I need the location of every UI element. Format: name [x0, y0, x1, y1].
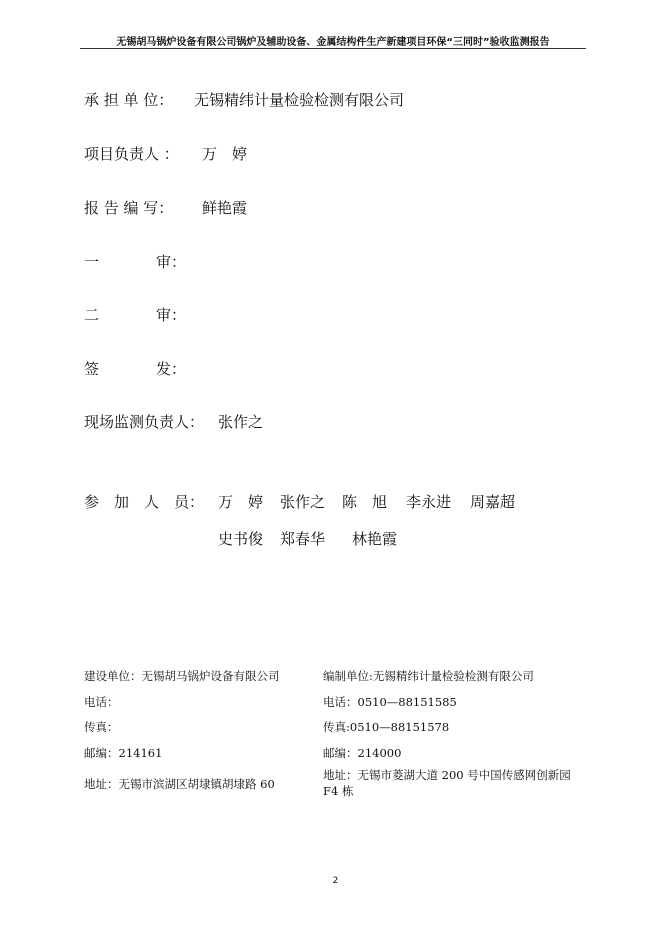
issuer-label-1: 签 [84, 360, 100, 378]
project-leader-value: 万 婷 [202, 145, 248, 163]
undertaking-unit-label: 承 担 单 位： [84, 91, 174, 109]
builder-address: 地址：无锡市滨湖区胡埭镇胡埭路 60 [84, 777, 275, 791]
builder-fax: 传真： [84, 720, 119, 734]
issuer-label-2: 发： [156, 360, 187, 378]
participant-name: 郑春华 [280, 530, 326, 548]
compiler-fax: 传真:0510—88151578 [323, 720, 450, 734]
field-leader-label: 现场监测负责人： [84, 413, 205, 431]
first-review-label-1: 一 [84, 253, 100, 271]
header-divider [80, 48, 586, 49]
participant-name: 周嘉超 [470, 493, 516, 511]
builder-phone: 电话： [84, 695, 119, 709]
undertaking-unit-value: 无锡精纬计量检验检测有限公司 [194, 91, 405, 109]
report-writer-label: 报 告 编 写： [84, 199, 174, 217]
report-writer-value: 鲜艳霞 [202, 199, 248, 217]
compiler-postcode: 邮编：214000 [323, 746, 402, 760]
compiler-address: 地址：无锡市菱湖大道 200 号中国传感网创新园 F4 栋 [323, 768, 571, 798]
second-review-label-2: 审： [156, 306, 187, 324]
builder-unit: 建设单位：无锡胡马锅炉设备有限公司 [84, 669, 280, 683]
compiler-phone: 电话：0510—88151585 [323, 695, 457, 709]
participant-name: 史书俊 [218, 530, 264, 548]
participant-name: 陈 旭 [342, 493, 388, 511]
participant-name: 张作之 [280, 493, 326, 511]
second-review-label-1: 二 [84, 306, 100, 324]
participant-name: 万 婷 [218, 493, 264, 511]
field-leader-value: 张作之 [218, 413, 264, 431]
participants-label: 参 加 人 员： [84, 493, 205, 511]
project-leader-label: 项目负责人 ： [84, 145, 179, 163]
first-review-label-2: 审： [156, 253, 187, 271]
compiler-unit: 编制单位:无锡精纬计量检验检测有限公司 [323, 669, 534, 683]
builder-postcode: 邮编：214161 [84, 746, 163, 760]
participant-name: 林艳霞 [352, 530, 398, 548]
participant-name: 李永进 [406, 493, 452, 511]
page-number: 2 [332, 876, 339, 886]
page-header-title: 无锡胡马锅炉设备有限公司锅炉及辅助设备、金属结构件生产新建项目环保“三同时”验收监测报告 [116, 37, 550, 48]
